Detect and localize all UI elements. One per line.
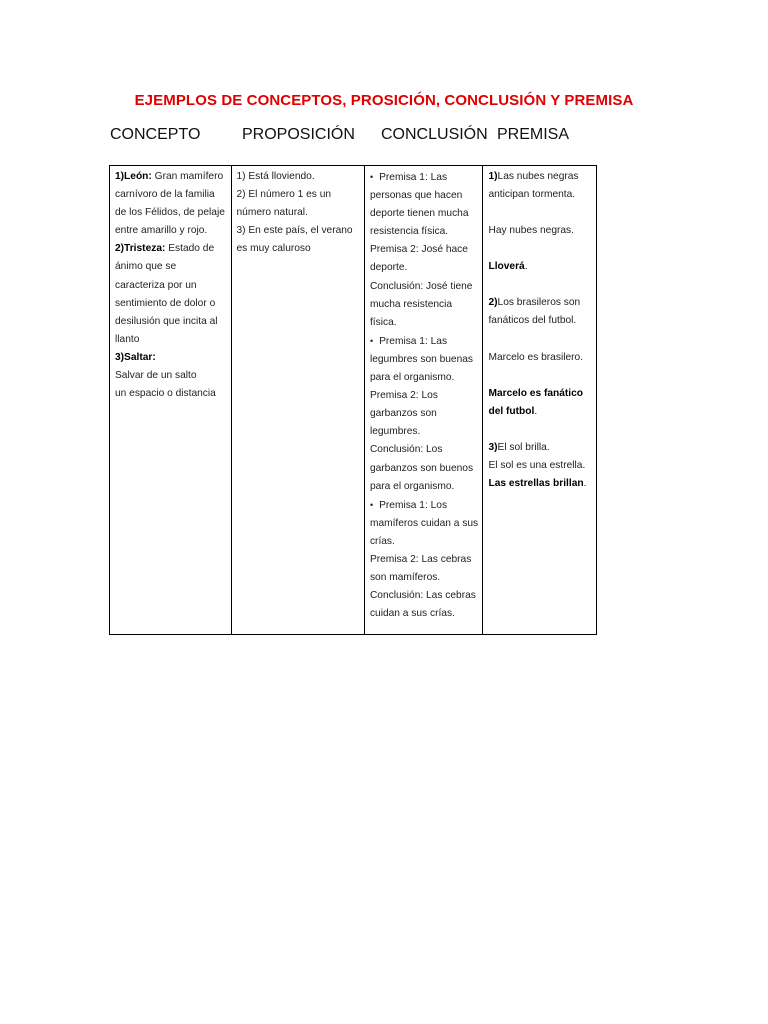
- premisa-2-line-2: Marcelo es brasilero.: [488, 351, 584, 363]
- proposicion-1: 1) Está lloviendo.: [236, 171, 315, 182]
- premisa-column: [483, 166, 596, 634]
- premisa-1-conclusion-bold: Lloverá: [488, 261, 525, 273]
- concepto-tristeza: [115, 240, 227, 349]
- premisa-2-conclusion-bold: Marcelo es fanático del futbol: [488, 387, 584, 417]
- proposicion-column: [232, 166, 365, 634]
- premisa-2-number: 2): [488, 297, 498, 309]
- heading-conclusion: CONCLUSIÓN: [381, 126, 488, 143]
- ejemplo1-premisa1: • Premisa 1: Las personas que hacen deporte tienen mucha resistencia física.: [370, 168, 479, 241]
- ejemplo2-premisa2: Premisa 2: Los garbanzos son legumbres.: [369, 390, 438, 438]
- premisa-2-conclusion: [488, 385, 592, 421]
- conclusion-column: [365, 166, 484, 634]
- concepto-saltar: [115, 349, 227, 367]
- concepto-column: [110, 166, 232, 634]
- premisa-2-dot: .: [534, 405, 538, 417]
- premisa-3-line-2: El sol es una estrella.: [488, 459, 586, 471]
- premisa-3-line-1: [488, 439, 592, 457]
- premisa-3-conclusion: [488, 475, 592, 493]
- page-title: EJEMPLOS DE CONCEPTOS, PROSICIÓN, CONCLUSIÓN Y PREMISA: [134, 92, 634, 109]
- leon-label: 1)León:: [115, 171, 152, 182]
- premisa-2-line-1: [488, 294, 592, 330]
- premisa-3-conclusion-bold: Las estrellas brillan: [488, 478, 584, 490]
- premisa-2-text: Los brasileros son fanáticos del futbol.: [488, 297, 581, 327]
- saltar-label: 3)Saltar:: [115, 351, 156, 363]
- premisa-3-text: El sol brilla.: [497, 441, 550, 453]
- premisa-3-number: 3): [488, 441, 498, 453]
- premisa-1-dot: .: [524, 261, 528, 273]
- ejemplo3-conclusion: Conclusión: Las cebras cuidan a sus crías.: [369, 590, 476, 620]
- ejemplo1-conclusion: Conclusión: José tiene mucha resistencia física.: [369, 280, 473, 328]
- premisa-1-number: 1): [488, 171, 498, 182]
- saltar-text-2: un espacio o distancia: [115, 388, 216, 400]
- premisa-1-conclusion: [488, 258, 592, 276]
- tristeza-text: Estado de ánimo que se caracteriza por un sentimiento de dolor o desilusión que incita al llanto: [115, 243, 218, 345]
- examples-table: [109, 165, 597, 635]
- ejemplo3-premisa1: • Premisa 1: Los mamíferos cuidan a sus crías.: [370, 496, 479, 551]
- heading-premisa: PREMISA: [497, 126, 570, 143]
- ejemplo2-premisa1: • Premisa 1: Las legumbres son buenas para el organismo.: [370, 332, 479, 387]
- premisa-1-line-2: Hay nubes negras.: [488, 225, 574, 237]
- saltar-text-1: Salvar de un salto: [115, 370, 197, 382]
- proposicion-2: 2) El número 1 es un número natural.: [236, 189, 332, 219]
- heading-concepto: CONCEPTO: [110, 126, 201, 143]
- ejemplo1-premisa2: Premisa 2: José hace deporte.: [369, 244, 468, 274]
- ejemplo3-premisa2: Premisa 2: Las cebras son mamíferos.: [369, 553, 472, 584]
- concepto-leon: [115, 168, 227, 240]
- premisa-1-line-1: [488, 168, 592, 204]
- premisa-1-text: Las nubes negras anticipan tormenta.: [488, 171, 579, 201]
- column-headings: [0, 126, 768, 150]
- heading-proposicion: PROPOSICIÓN: [242, 126, 355, 143]
- proposicion-3: 3) En este país, el verano es muy caluroso: [236, 225, 353, 255]
- leon-text: Gran mamífero carnívoro de la familia de los Félidos, de pelaje entre amarillo y rojo.: [115, 171, 225, 237]
- tristeza-label: 2)Tristeza:: [115, 243, 166, 255]
- ejemplo2-conclusion: Conclusión: Los garbanzos son buenos para el organismo.: [369, 444, 474, 492]
- premisa-3-dot: .: [583, 478, 587, 490]
